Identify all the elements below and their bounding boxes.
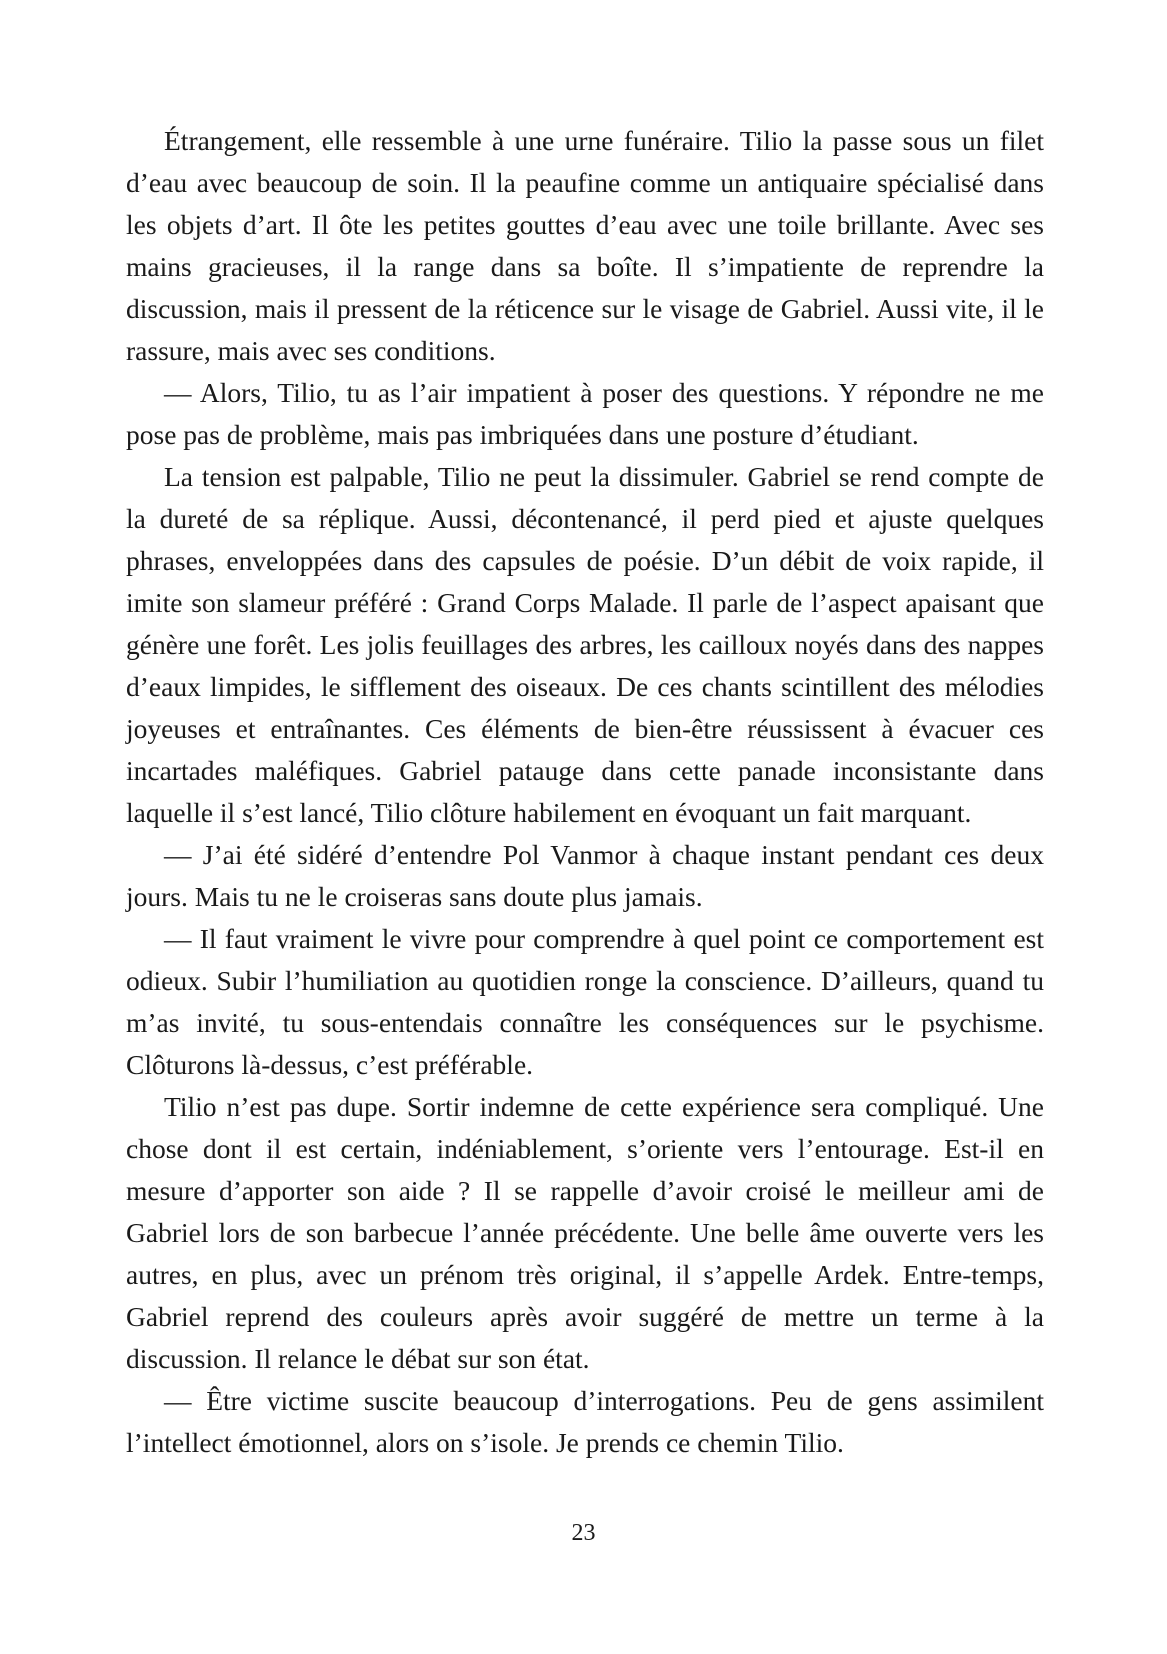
dialogue-line: — Être victime suscite beaucoup d’interrogations. Peu de gens assimilent l’intellect émotionnel, alors on s’isole. Je prends ce chemin Tilio. xyxy=(126,1385,1044,1458)
paragraph: Étrangement, elle ressemble à une urne funéraire. Tilio la passe sous un filet d’eau avec beaucoup de soin. Il la peaufine comme un antiquaire spécialisé dans les objets d’art. Il ôte les petites gouttes d’eau avec une toile brillante. Avec ses mains gracieuses, il la range dans sa boîte. Il s’impatiente de reprendre la discussion, mais il pressent de la réticence sur le visage de Gabriel. Aussi vite, il le rassure, mais avec ses conditions. xyxy=(126,125,1044,366)
dialogue-line: — Alors, Tilio, tu as l’air impatient à poser des questions. Y répondre ne me pose pas de problème, mais pas imbriquées dans une posture d’étudiant. xyxy=(126,377,1044,450)
dialogue-line: — J’ai été sidéré d’entendre Pol Vanmor à chaque instant pendant ces deux jours. Mais tu ne le croiseras sans doute plus jamais. xyxy=(126,839,1044,912)
page-number: 23 xyxy=(571,1520,596,1546)
page-body xyxy=(126,120,1044,1464)
paragraph: La tension est palpable, Tilio ne peut la dissimuler. Gabriel se rend compte de la dureté de sa réplique. Aussi, décontenancé, il perd pied et ajuste quelques phrases, enveloppées dans des capsules de poésie. D’un débit de voix rapide, il imite son slameur préféré : Grand Corps Malade. Il parle de l’aspect apaisant que génère une forêt. Les jolis feuillages des arbres, les cailloux noyés dans des nappes d’eaux limpides, le sifflement des oiseaux. De ces chants scintillent des mélodies joyeuses et entraînantes. Ces éléments de bien-être réussissent à évacuer ces incartades maléfiques. Gabriel patauge dans cette panade inconsistante dans laquelle il s’est lancé, Tilio clôture habilement en évoquant un fait marquant. xyxy=(126,461,1044,828)
paragraph: Tilio n’est pas dupe. Sortir indemne de cette expérience sera compliqué. Une chose dont il est certain, indéniablement, s’oriente vers l’entourage. Est-il en mesure d’apporter son aide ? Il se rappelle d’avoir croisé le meilleur ami de Gabriel lors de son barbecue l’année précédente. Une belle âme ouverte vers les autres, en plus, avec un prénom très original, il s’appelle Ardek. Entre-temps, Gabriel reprend des couleurs après avoir suggéré de mettre un terme à la discussion. Il relance le débat sur son état. xyxy=(126,1091,1044,1374)
dialogue-line: — Il faut vraiment le vivre pour comprendre à quel point ce comportement est odieux. Subir l’humiliation au quotidien ronge la conscience. D’ailleurs, quand tu m’as invité, tu sous-entendais connaître les conséquences sur le psychisme. Clôturons là-dessus, c’est préférable. xyxy=(126,923,1044,1080)
